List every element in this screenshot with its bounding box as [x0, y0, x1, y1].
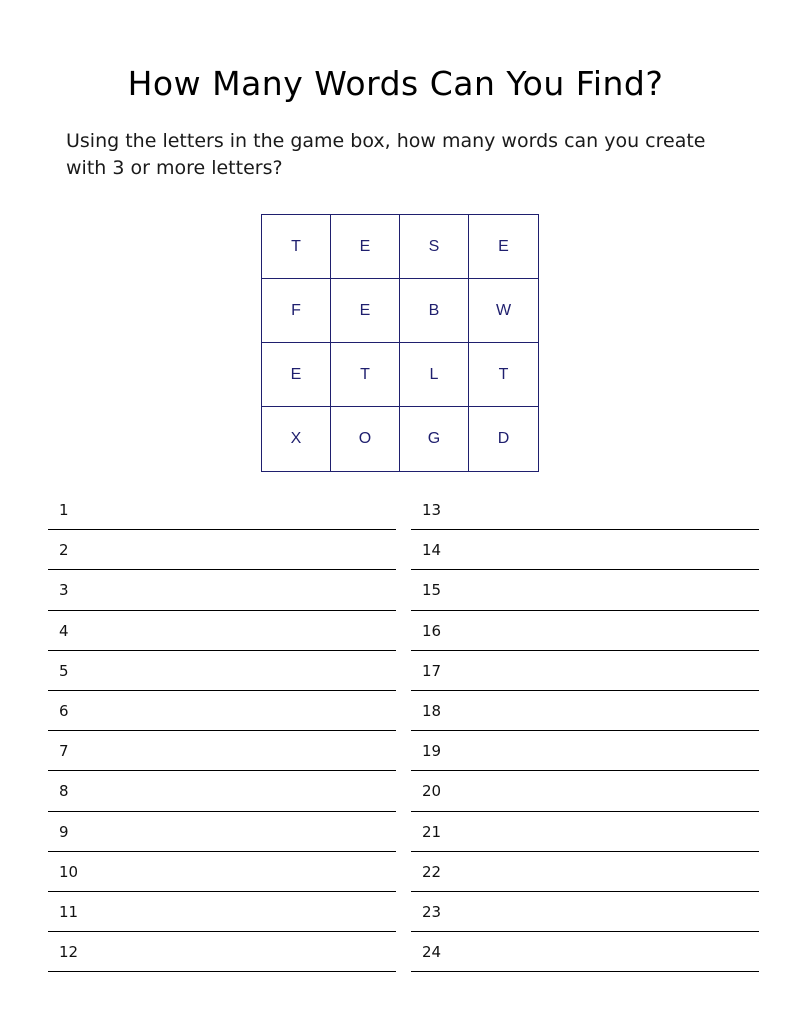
answer-number: 6 [59, 701, 69, 720]
answer-number: 17 [422, 661, 442, 680]
answer-number: 9 [59, 822, 69, 841]
answer-line[interactable] [411, 731, 759, 771]
grid-cell: O [331, 407, 400, 471]
letter-grid [261, 214, 539, 472]
answer-line[interactable] [411, 691, 759, 731]
answer-line[interactable] [411, 771, 759, 811]
grid-cell: E [469, 215, 538, 279]
answer-number: 10 [59, 862, 79, 881]
answer-number: 16 [422, 621, 442, 640]
answer-line[interactable] [48, 892, 396, 932]
answer-line[interactable] [48, 731, 396, 771]
answer-line[interactable] [48, 530, 396, 570]
grid-cell: E [331, 279, 400, 343]
answer-number: 2 [59, 541, 69, 560]
grid-cell: T [262, 215, 331, 279]
answer-column-right [411, 490, 759, 972]
answer-line[interactable] [48, 691, 396, 731]
answer-line[interactable] [48, 812, 396, 852]
page-title: How Many Words Can You Find? [127, 64, 664, 103]
answer-number: 4 [59, 621, 69, 640]
grid-cell: S [400, 215, 469, 279]
instructions-text: Using the letters in the game box, how many words can you create with 3 or more letters? [66, 130, 706, 179]
grid-cell: L [400, 343, 469, 407]
answer-number: 1 [59, 501, 69, 519]
answer-line[interactable] [411, 812, 759, 852]
answer-line[interactable] [411, 530, 759, 570]
grid-cell: E [262, 343, 331, 407]
answer-line[interactable] [48, 490, 396, 530]
answer-line[interactable] [48, 611, 396, 651]
answer-number: 14 [422, 541, 442, 560]
answer-line[interactable] [411, 892, 759, 932]
grid-cell: D [497, 430, 510, 447]
grid-cell: T [469, 343, 538, 407]
grid-cell: E [331, 215, 400, 279]
answer-number: 22 [422, 862, 442, 881]
answer-number: 11 [59, 902, 79, 921]
answer-number: 18 [422, 701, 442, 720]
answer-number: 13 [422, 501, 442, 519]
answer-number: 15 [422, 581, 442, 600]
answer-line[interactable] [48, 771, 396, 811]
grid-cell: G [400, 407, 469, 471]
answer-number: 7 [59, 742, 69, 761]
grid-cell: W [469, 279, 538, 343]
grid-cell: B [400, 279, 469, 343]
answer-line[interactable] [48, 852, 396, 892]
answer-number: 5 [59, 661, 69, 680]
answer-line[interactable] [411, 490, 759, 530]
answer-number: 12 [59, 943, 79, 962]
grid-cell: F [262, 279, 331, 343]
answer-column-left [48, 490, 396, 972]
answer-number: 21 [422, 822, 442, 841]
answer-line[interactable] [411, 570, 759, 610]
answer-line[interactable] [411, 651, 759, 691]
answer-line[interactable] [48, 570, 396, 610]
answer-line[interactable] [411, 611, 759, 651]
answer-number: 24 [422, 943, 442, 962]
answer-line[interactable] [411, 932, 759, 972]
answer-number: 8 [59, 782, 69, 801]
answer-line[interactable] [411, 852, 759, 892]
answer-number: 20 [422, 782, 442, 801]
answer-number: 23 [422, 902, 442, 921]
answer-number: 3 [59, 581, 69, 600]
grid-cell: X [262, 407, 331, 471]
answer-line[interactable] [48, 651, 396, 691]
answer-number: 19 [422, 742, 442, 761]
answer-line[interactable] [48, 932, 396, 972]
grid-cell: T [331, 343, 400, 407]
